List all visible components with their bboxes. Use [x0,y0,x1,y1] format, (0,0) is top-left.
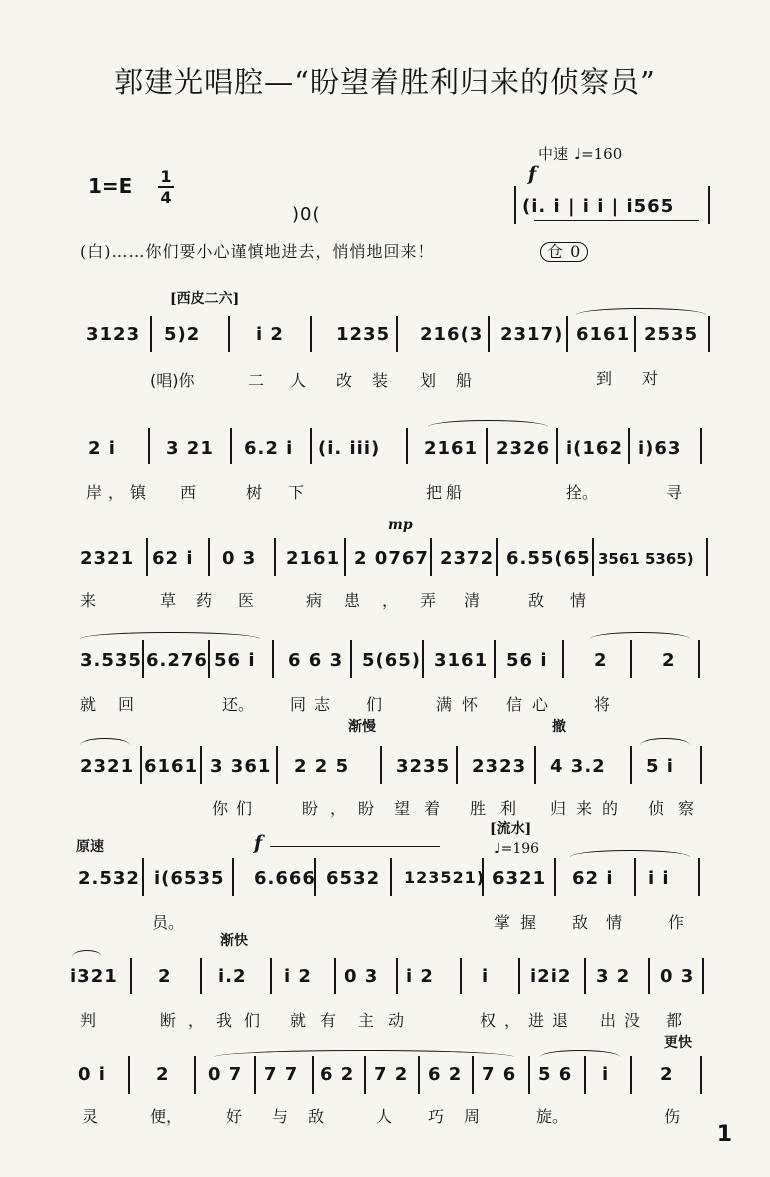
lyric-r8-1: 灵 [82,1107,99,1126]
lyric-r8-2: 便， [150,1107,183,1126]
notes-r6-m1: 2.532 [78,868,140,889]
notes-r7-m7: i [482,966,490,987]
notes-r6-m8: i i [648,868,670,889]
notes-r7-m2: 2 [158,966,172,987]
lyric-r3-1: 来 [80,591,97,610]
notes-r7-m10: 0 3 [660,966,695,987]
section-label-xipi: [西皮二六] [170,291,240,307]
lyric-r2-3: 树 [246,483,263,502]
notes-r4-m8: 2 [594,650,608,671]
lyric-r7-7: 都 [666,1011,683,1030]
notes-r5-m1: 2321 [80,756,135,777]
notes-r5-m8: 5 i [646,756,674,777]
lyric-r8-8: 伤 [664,1107,681,1126]
lyric-r2-7: 寻 [666,483,683,502]
notes-r5-m5: 3235 [396,756,451,777]
notes-r6-m4: 6532 [326,868,381,889]
notes-r6-m7: 62 i [572,868,614,889]
spoken-cue: 仓 0 [540,242,588,262]
notes-r2-m1: 2 i [88,438,116,459]
notes-r8-m1: 0 i [78,1064,106,1085]
tempo-marking: 中速 [538,145,569,163]
lyric-r4-1: 就回 [80,695,157,714]
lyric-r1-5: 到对 [596,369,689,388]
lyric-r2-2: 西 [180,483,197,502]
key-signature: 1=E [88,174,133,198]
notes-r4-m7: 56 i [506,650,548,671]
notes-r7-m3: i.2 [218,966,247,987]
notes-r4-m5: 5(65) [362,650,422,671]
notes-r2-m5: 2161 [424,438,479,459]
notes-r6-m2: i(6535 [154,868,225,889]
mark-yuansu: 原速 [76,839,104,855]
lyric-r5-4: 胜利 [470,799,531,818]
notes-r3-m7: 6.55(65 [506,548,591,569]
notes-r1-m8: 2535 [644,324,699,345]
lyric-r1-4: 划船 [420,371,493,390]
lyric-r2-6: 拴。 [566,483,599,502]
lyric-r3-2: 草药 [160,591,233,610]
notes-r8-m4: 7 7 [264,1064,299,1085]
lyric-r3-4: 病患，弄 [306,591,459,610]
notes-r5-m4: 2 2 5 [294,756,350,777]
lyric-r8-6: 巧周 [428,1107,501,1126]
notes-r1-m4: 1235 [336,324,391,345]
notes-r7-m5: 0 3 [344,966,379,987]
lyric-r5-5: 归来的 [550,799,629,818]
lyric-r4-5: 满怀 [436,695,489,714]
notes-r4-m9: 2 [662,650,676,671]
tempo-liushui: ♩=196 [494,841,540,857]
notes-r3-m8: 3561 5365) [598,550,694,568]
notes-r3-m4: 2161 [286,548,341,569]
notes-r2-m6: 2326 [496,438,551,459]
notes-r2-m2: 3 21 [166,438,214,459]
notes-r8-m6: 7 2 [374,1064,409,1085]
section-label-liushui: [流水] [490,821,532,837]
notes-r8-m5: 6 2 [320,1064,355,1085]
notes-r5-m7: 4 3.2 [550,756,606,777]
notes-r1-m6: 2317) [500,324,564,345]
notes-r4-m6: 3161 [434,650,489,671]
notes-r1-m5: 216(3 [420,324,484,345]
lyric-r8-3: 好 [226,1107,243,1126]
notes-r5-m3: 3 361 [210,756,272,777]
lyric-r4-6: 信心 [506,695,559,714]
notes-r4-m1: 3.535 [80,650,142,671]
lyric-r4-4: 们 [366,695,383,714]
lyric-r4-7: 将 [594,695,611,714]
lyric-r6-4: 作 [668,913,685,932]
lyric-r6-1: 员。 [152,913,185,932]
time-signature-top: 1 [160,167,172,186]
notes-r1-m1: 3123 [86,324,141,345]
notes-r7-m4: i 2 [284,966,312,987]
lyric-r5-3: 望着 [394,799,455,818]
notes-r4-m2: 6.276 [146,650,208,671]
lyric-r7-6: 出没 [600,1011,649,1030]
lyric-r2-4: 下 [288,483,305,502]
notes-r2-m7: i(162 [566,438,623,459]
notes-r3-m3: 0 3 [222,548,257,569]
notes-r1-m2: 5)2 [164,324,201,345]
intro-fragment: )0( [292,204,321,225]
mark-mp: mp [388,517,413,533]
tempo-bpm: ♩=160 [574,145,623,163]
mark-che: 撤 [552,719,566,735]
lyric-r3-6: 敌情 [528,591,613,610]
spoken-line: (白)……你们要小心谨慎地进去，悄悄地回来！ [80,242,435,261]
notes-r3-m1: 2321 [80,548,135,569]
mark-forte-2: f [254,832,263,854]
notes-r7-m8: i2i2 [530,966,572,987]
lyric-r7-4: 主动 [358,1011,419,1030]
notes-r1-m3: i 2 [256,324,284,345]
lyric-r7-3: 就有 [290,1011,351,1030]
notes-r2-m4: (i. iii) [318,438,381,459]
lyric-r1-3: 改装 [336,371,409,390]
notes-r1-m7: 6161 [576,324,631,345]
lyric-r6-3: 敌情 [572,913,641,932]
lyric-r4-3: 同志 [290,695,339,714]
notes-r3-m6: 2372 [440,548,495,569]
notes-r3-m5: 2 0767 [354,548,429,569]
notes-r7-m9: 3 2 [596,966,631,987]
lyric-r7-5: 权，进退 [480,1011,577,1030]
lyric-r5-1: 你们 [212,799,261,818]
intro-phrase: (i. i | i i | i565 [522,196,675,217]
notes-r8-m11: 2 [660,1064,674,1085]
dynamic-forte: f [528,163,537,185]
notes-r8-m7: 6 2 [428,1064,463,1085]
notes-r8-m8: 7 6 [482,1064,517,1085]
notes-r2-m8: i)63 [638,438,682,459]
mark-jiankuai: 渐快 [220,933,248,949]
mark-jianman: 渐慢 [348,719,376,735]
notes-r5-m2: 6161 [144,756,199,777]
notes-r6-m6: 6321 [492,868,547,889]
lyric-r8-4: 与敌 [272,1107,345,1126]
notes-r7-m1: i321 [70,966,118,987]
lyric-r7-1: 判 [80,1011,97,1030]
lyric-r5-2: 盼，盼 [302,799,387,818]
notes-r8-m9: 5 6 [538,1064,573,1085]
lyric-r7-2: 断，我们 [160,1011,273,1030]
page-title: 郭建光唱腔—“盼望着胜利归来的侦察员” [114,65,656,99]
page-number: 1 [716,1122,732,1147]
notes-r8-m3: 0 7 [208,1064,243,1085]
lyric-r1-2: 二人 [248,371,333,390]
lyric-r8-7: 旋。 [536,1107,569,1126]
notes-r5-m6: 2323 [472,756,527,777]
lyric-r3-5: 清 [464,591,481,610]
lyric-r4-2: 还。 [222,695,255,714]
lyric-r3-3: 医 [238,591,255,610]
notes-r3-m2: 62 i [152,548,194,569]
time-signature-bottom: 4 [160,188,172,207]
notes-r6-m5: 123521) [404,868,486,887]
notes-r8-m10: i [602,1064,610,1085]
lyric-r2-1: 岸，镇 [86,483,153,502]
notes-r6-m3: 6.666 [254,868,316,889]
notes-r4-m4: 6 6 3 [288,650,344,671]
lyric-r1-1: (唱)你 [150,371,195,390]
lyric-r2-5: 把船 [426,483,467,502]
notes-r4-m3: 56 i [214,650,256,671]
lyric-r5-6: 侦察 [648,799,709,818]
lyric-r8-5: 人 [376,1107,393,1126]
time-signature [158,168,174,206]
notes-r8-m2: 2 [156,1064,170,1085]
mark-gengkuai: 更快 [664,1035,692,1051]
lyric-r6-2: 掌握 [494,913,547,932]
notes-r2-m3: 6.2 i [244,438,294,459]
notes-r7-m6: i 2 [406,966,434,987]
